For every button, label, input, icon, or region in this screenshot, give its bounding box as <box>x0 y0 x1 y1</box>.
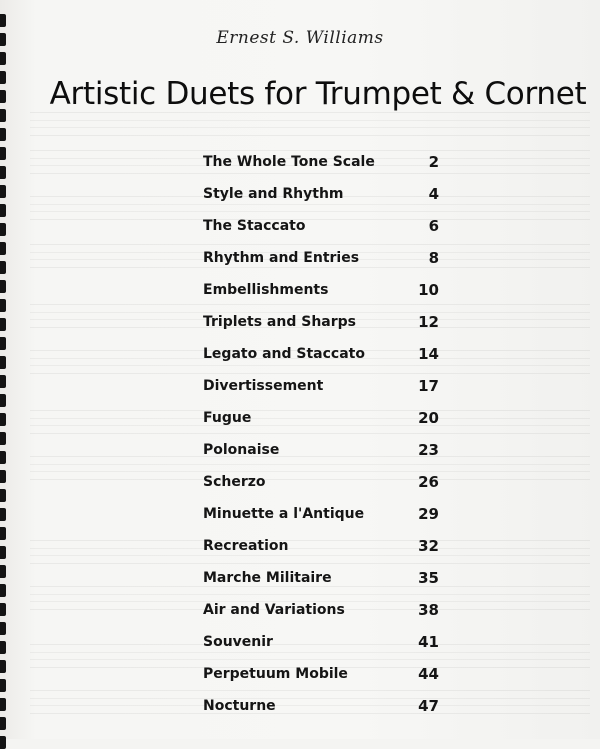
toc-entry-page: 6 <box>428 217 439 235</box>
toc-entry-title: Fugue <box>203 410 252 426</box>
toc-entry-title: Legato and Staccato <box>203 346 365 362</box>
binding-hole <box>0 242 6 255</box>
toc-entry-page: 23 <box>418 441 439 459</box>
toc-entry-title: Divertissement <box>203 378 324 394</box>
binding-hole <box>0 622 6 635</box>
toc-entry-page: 38 <box>418 601 439 619</box>
binding-hole <box>0 451 6 464</box>
toc-entry-page: 20 <box>418 409 439 427</box>
toc-entry-page: 44 <box>418 665 439 683</box>
toc-entry <box>203 402 439 434</box>
toc-entry-page: 26 <box>418 473 439 491</box>
book-title: Artistic Duets for Trumpet & Cornet <box>49 76 587 112</box>
toc-entry <box>203 370 439 402</box>
toc-entry-title: Scherzo <box>203 474 266 490</box>
binding-hole <box>0 14 6 27</box>
toc-entry-title: The Staccato <box>203 218 306 234</box>
toc-entry-page: 12 <box>418 313 439 331</box>
show-through-staff <box>30 112 590 136</box>
toc-entry <box>203 690 439 722</box>
binding-hole <box>0 527 6 540</box>
binding-hole <box>0 394 6 407</box>
toc-entry-page: 8 <box>428 249 439 267</box>
toc-entry <box>203 210 439 242</box>
binding-hole <box>0 299 6 312</box>
toc-entry <box>203 466 439 498</box>
binding-hole <box>0 508 6 521</box>
toc-entry-page: 41 <box>418 633 439 651</box>
toc-entry-title: Style and Rhythm <box>203 186 344 202</box>
binding-hole <box>0 375 6 388</box>
toc-entry-title: Air and Variations <box>203 602 345 618</box>
toc-entry-title: Perpetuum Mobile <box>203 666 348 682</box>
toc-entry-title: Souvenir <box>203 634 273 650</box>
toc-entry <box>203 626 439 658</box>
toc-entry-title: Polonaise <box>203 442 280 458</box>
binding-hole <box>0 185 6 198</box>
binding-hole <box>0 280 6 293</box>
binding-hole <box>0 679 6 692</box>
toc-entry <box>203 658 439 690</box>
toc-entry <box>203 562 439 594</box>
table-of-contents <box>203 146 439 722</box>
toc-entry-title: The Whole Tone Scale <box>203 154 375 170</box>
toc-entry-title: Marche Militaire <box>203 570 332 586</box>
binding-hole <box>0 717 6 730</box>
binding-hole <box>0 489 6 502</box>
binding-hole <box>0 470 6 483</box>
toc-entry-page: 4 <box>428 185 439 203</box>
toc-entry <box>203 178 439 210</box>
toc-entry <box>203 530 439 562</box>
toc-entry-page: 32 <box>418 537 439 555</box>
toc-entry-page: 17 <box>418 377 439 395</box>
binding-hole <box>0 584 6 597</box>
toc-entry <box>203 434 439 466</box>
toc-entry <box>203 146 439 178</box>
toc-entry-page: 14 <box>418 345 439 363</box>
toc-entry-page: 2 <box>428 153 439 171</box>
binding-hole <box>0 736 6 749</box>
binding-hole <box>0 356 6 369</box>
binding-hole <box>0 546 6 559</box>
author-name: Ernest S. Williams <box>216 28 384 48</box>
toc-entry-title: Rhythm and Entries <box>203 250 360 266</box>
toc-entry-title: Recreation <box>203 538 289 554</box>
toc-entry <box>203 242 439 274</box>
toc-entry-title: Minuette a l'Antique <box>203 506 365 522</box>
toc-entry-title: Triplets and Sharps <box>203 314 356 330</box>
toc-entry-page: 47 <box>418 697 439 715</box>
toc-entry <box>203 498 439 530</box>
binding-hole <box>0 204 6 217</box>
toc-entry <box>203 338 439 370</box>
binding-hole <box>0 223 6 236</box>
binding-hole <box>0 641 6 654</box>
toc-entry <box>203 274 439 306</box>
toc-entry-page: 10 <box>418 281 439 299</box>
binding-hole <box>0 413 6 426</box>
toc-entry-title: Embellishments <box>203 282 329 298</box>
binding-hole <box>0 261 6 274</box>
binding-hole <box>0 432 6 445</box>
toc-entry-title: Nocturne <box>203 698 276 714</box>
binding-hole <box>0 166 6 179</box>
binding-hole <box>0 318 6 331</box>
binding-hole <box>0 603 6 616</box>
binding-hole <box>0 698 6 711</box>
binding-hole <box>0 147 6 160</box>
toc-entry-page: 35 <box>418 569 439 587</box>
toc-entry-page: 29 <box>418 505 439 523</box>
toc-entry <box>203 306 439 338</box>
toc-entry <box>203 594 439 626</box>
binding-hole <box>0 337 6 350</box>
binding-hole <box>0 52 6 65</box>
binding-hole <box>0 565 6 578</box>
binding-hole <box>0 128 6 141</box>
binding-hole <box>0 660 6 673</box>
